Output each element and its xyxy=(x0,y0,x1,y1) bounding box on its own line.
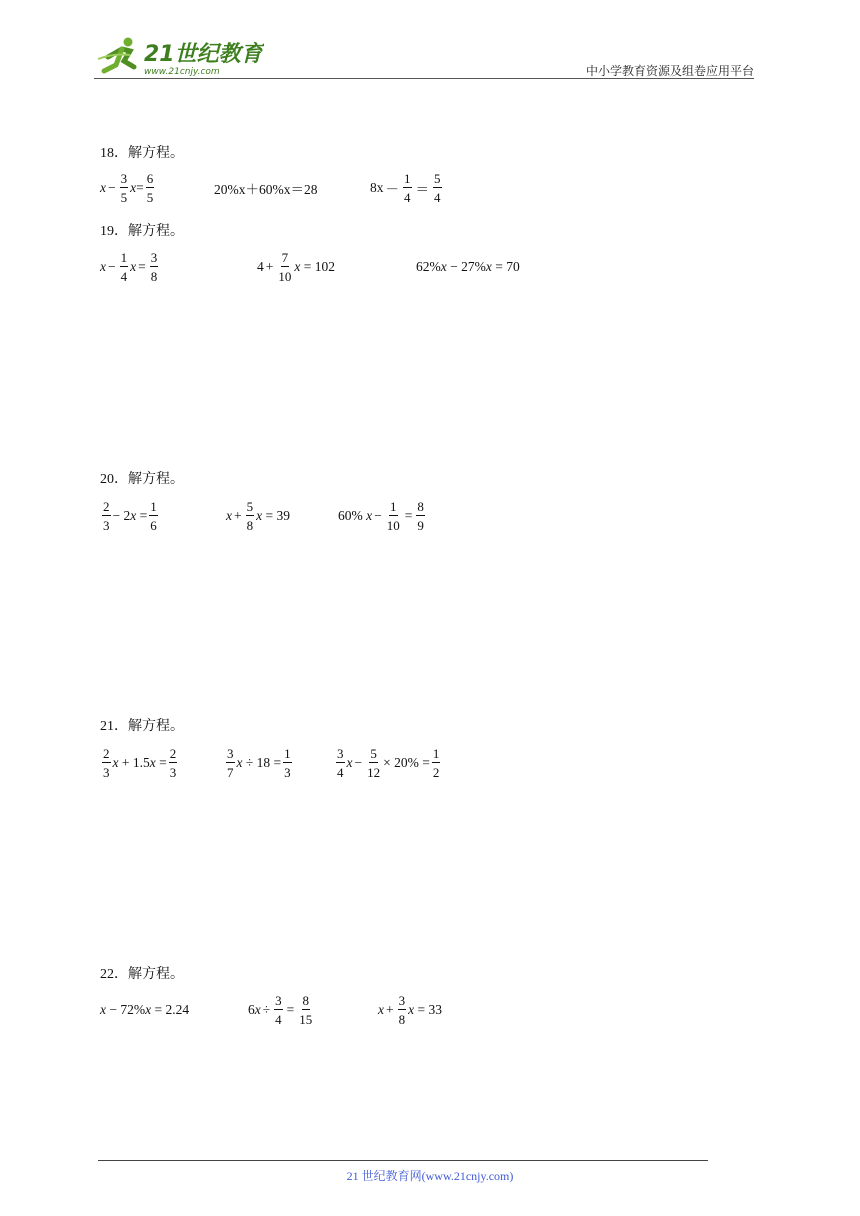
fraction xyxy=(403,172,412,204)
fraction xyxy=(149,500,158,532)
fraction xyxy=(386,500,401,532)
fraction xyxy=(298,994,313,1026)
equation-term: 62% xyxy=(416,259,441,274)
equation-term: － xyxy=(385,182,399,197)
equation-term: − 2 xyxy=(112,508,131,523)
fraction-numerator: 3 xyxy=(337,746,344,761)
fraction-numerator: 1 xyxy=(390,499,397,514)
fraction-numerator: 1 xyxy=(404,171,411,186)
fraction-numerator: 5 xyxy=(246,499,254,514)
q22-equation-2 xyxy=(248,990,315,1030)
q22-equation-1 xyxy=(100,990,189,1030)
fraction-numerator: 3 xyxy=(398,993,406,1008)
equation-term: ＝ xyxy=(415,182,429,197)
equation-term: 20%x＋60%x＝28 xyxy=(214,182,318,197)
equation-term: = xyxy=(138,259,146,274)
q21-equation-1 xyxy=(100,743,179,783)
fraction-numerator: 5 xyxy=(434,171,441,186)
fraction-numerator: 3 xyxy=(275,993,282,1008)
q18-equation-2 xyxy=(214,168,318,208)
q19-equation-1 xyxy=(100,247,160,287)
fraction-numerator: 2 xyxy=(169,746,177,761)
equation-term: − 72% xyxy=(106,1002,146,1017)
fraction-numerator: 3 xyxy=(150,250,158,265)
variable: x xyxy=(149,755,156,770)
fraction-denominator: 4 xyxy=(404,190,411,205)
fraction xyxy=(416,500,425,532)
variable: x xyxy=(226,508,232,523)
q21-equation-3 xyxy=(334,743,442,783)
equation-term: = xyxy=(286,1002,295,1017)
fraction xyxy=(432,747,441,779)
variable: x xyxy=(100,180,106,195)
site-logo[interactable] xyxy=(94,35,264,79)
equation-term: = 39 xyxy=(265,508,290,523)
equation-term: 8x xyxy=(370,180,384,195)
q18-equation-3 xyxy=(370,168,444,208)
fraction-denominator: 8 xyxy=(246,518,254,533)
fraction-denominator: 4 xyxy=(275,1012,282,1027)
equation-term: = 102 xyxy=(303,259,335,274)
fraction-denominator: 7 xyxy=(227,765,234,780)
variable: x xyxy=(145,1002,152,1017)
equation-term: = 33 xyxy=(417,1002,442,1017)
fraction-denominator: 9 xyxy=(417,518,424,533)
equation-term: = xyxy=(139,508,148,523)
question-22-title: 22．解方程。 xyxy=(100,967,184,982)
footer-link[interactable]: 21 世纪教育网(www.21cnjy.com) xyxy=(346,1169,514,1183)
footer-divider xyxy=(98,1160,708,1161)
equation-term: + xyxy=(234,508,242,523)
platform-title: 中小学教育资源及组卷应用平台 xyxy=(585,64,754,78)
variable: x xyxy=(130,180,137,195)
fraction xyxy=(283,747,292,779)
q22-equation-3 xyxy=(378,990,442,1030)
fraction xyxy=(102,747,111,779)
equation-term: = 70 xyxy=(491,259,520,274)
fraction-denominator: 2 xyxy=(432,765,440,780)
fraction xyxy=(226,747,235,779)
variable: x xyxy=(256,508,263,523)
fraction-denominator: 6 xyxy=(150,518,157,533)
fraction xyxy=(146,172,155,204)
fraction-denominator: 3 xyxy=(103,518,110,533)
variable: x xyxy=(236,755,243,770)
fraction-denominator: 3 xyxy=(169,765,177,780)
variable: x xyxy=(130,508,137,523)
equation-term: × 20% = xyxy=(383,755,430,770)
fraction-denominator: 8 xyxy=(398,1012,406,1027)
equation-term: − xyxy=(354,755,363,770)
equation-term: + 1.5 xyxy=(121,755,150,770)
variable: x xyxy=(346,755,353,770)
variable: x xyxy=(485,259,492,274)
fraction xyxy=(120,251,129,283)
q20-equation-1 xyxy=(100,496,160,536)
fraction-numerator: 1 xyxy=(432,746,440,761)
fraction-denominator: 8 xyxy=(150,269,158,284)
fraction xyxy=(102,500,111,532)
logo-text: 21世纪教育 xyxy=(144,42,263,67)
fraction xyxy=(274,994,283,1026)
variable: x xyxy=(254,1002,261,1017)
fraction-numerator: 6 xyxy=(146,171,154,186)
equation-term: = 2.24 xyxy=(151,1002,190,1017)
variable: x xyxy=(112,755,119,770)
fraction xyxy=(150,251,159,283)
fraction xyxy=(169,747,178,779)
fraction-numerator: 8 xyxy=(302,993,310,1008)
variable: x xyxy=(100,1002,106,1017)
equation-term: + xyxy=(265,259,274,274)
variable: x xyxy=(378,1002,384,1017)
fraction xyxy=(120,172,129,204)
equation-term: + xyxy=(386,1002,394,1017)
variable: x xyxy=(408,1002,415,1017)
fraction-numerator: 8 xyxy=(417,499,424,514)
fraction-denominator: 4 xyxy=(337,765,344,780)
variable: x xyxy=(130,259,137,274)
fraction-numerator: 7 xyxy=(281,250,289,265)
fraction xyxy=(336,747,345,779)
fraction-denominator: 3 xyxy=(284,765,291,780)
runner-icon xyxy=(98,38,134,72)
fraction xyxy=(366,747,381,779)
fraction-denominator: 5 xyxy=(120,190,128,205)
q20-equation-3 xyxy=(338,496,427,536)
logo-url: www.21cnjy.com xyxy=(144,67,220,77)
variable: x xyxy=(100,259,106,274)
fraction xyxy=(246,500,255,532)
equation-term: ÷ xyxy=(262,1002,271,1017)
fraction-numerator: 2 xyxy=(103,499,110,514)
equation-term: = xyxy=(404,508,413,523)
equation-term: ÷ 18 = xyxy=(245,755,282,770)
question-21-title: 21．解方程。 xyxy=(100,719,184,734)
equation-term: 60% xyxy=(338,508,363,523)
fraction xyxy=(433,172,442,204)
question-20-title: 20．解方程。 xyxy=(100,472,184,487)
q19-equation-2 xyxy=(257,247,335,287)
fraction-denominator: 5 xyxy=(146,190,154,205)
fraction-numerator: 1 xyxy=(150,499,157,514)
variable: x xyxy=(440,259,447,274)
equation-term: = xyxy=(159,755,167,770)
fraction-denominator: 15 xyxy=(299,1012,313,1027)
equation-term: 4 xyxy=(257,259,264,274)
fraction-denominator: 4 xyxy=(434,190,441,205)
equation-term: − xyxy=(108,180,116,195)
fraction-denominator: 4 xyxy=(120,269,128,284)
variable: x xyxy=(294,259,301,274)
variable: x xyxy=(366,508,373,523)
q18-equation-1 xyxy=(100,168,156,208)
fraction-numerator: 1 xyxy=(284,746,291,761)
question-18-title: 18．解方程。 xyxy=(100,146,184,161)
equation-term: = xyxy=(136,180,144,195)
fraction xyxy=(277,251,292,283)
fraction xyxy=(398,994,407,1026)
fraction-denominator: 10 xyxy=(386,518,400,533)
equation-term: − xyxy=(108,259,116,274)
fraction-denominator: 10 xyxy=(278,269,292,284)
fraction-numerator: 2 xyxy=(103,746,110,761)
equation-term: − xyxy=(374,508,382,523)
equation-term: 6 xyxy=(248,1002,255,1017)
fraction-denominator: 12 xyxy=(367,765,381,780)
fraction-numerator: 1 xyxy=(120,250,128,265)
fraction-denominator: 3 xyxy=(103,765,110,780)
equation-term: − 27% xyxy=(446,259,486,274)
fraction-numerator: 3 xyxy=(120,171,128,186)
fraction-numerator: 5 xyxy=(370,746,377,761)
q21-equation-2 xyxy=(224,743,294,783)
fraction-numerator: 3 xyxy=(227,746,234,761)
q20-equation-2 xyxy=(226,496,290,536)
question-19-title: 19．解方程。 xyxy=(100,224,184,239)
q19-equation-3 xyxy=(416,247,520,287)
header-divider xyxy=(94,78,754,79)
